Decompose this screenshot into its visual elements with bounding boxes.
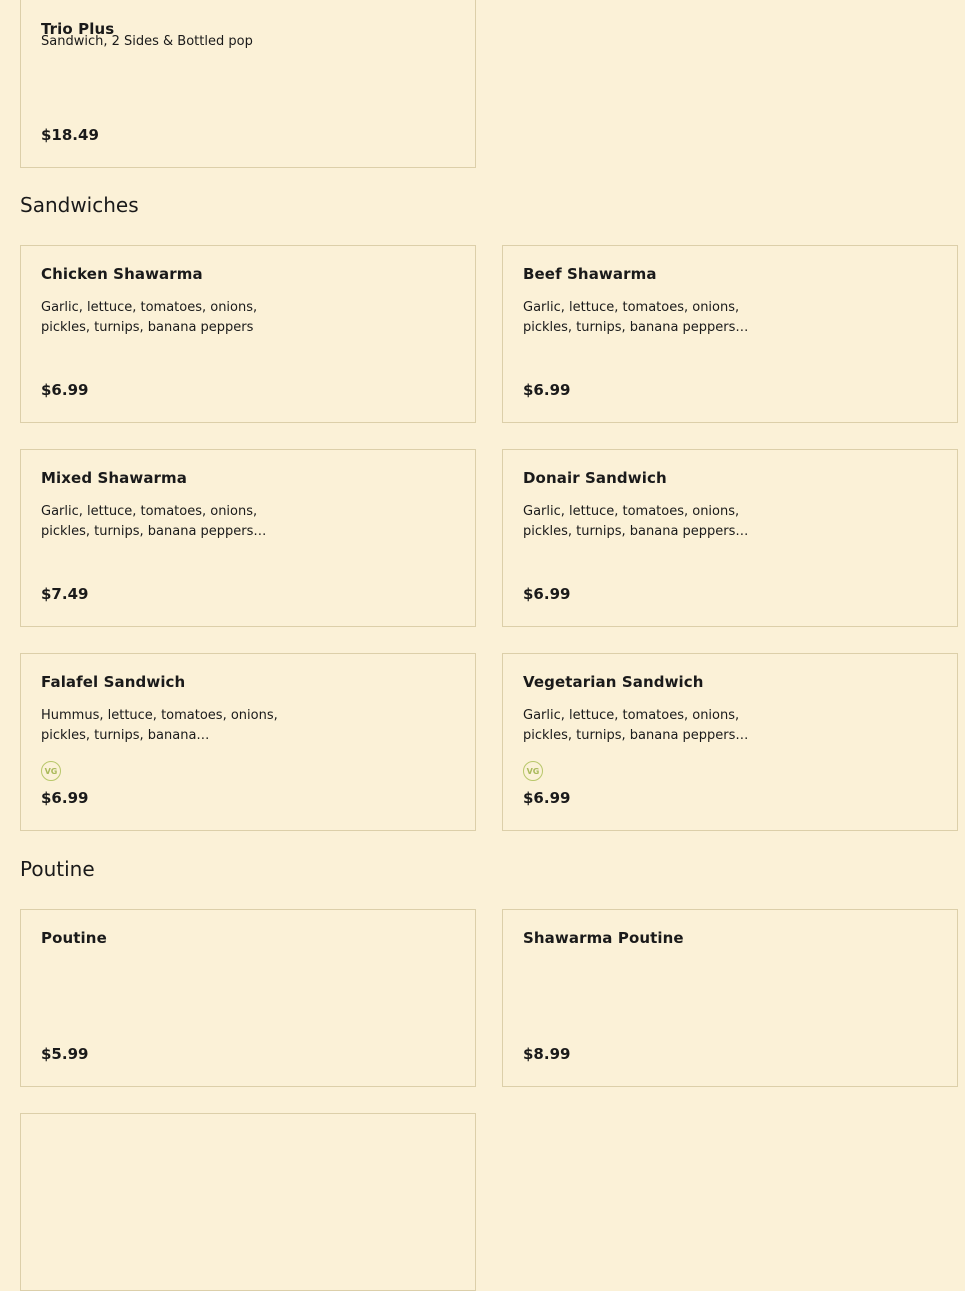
menu-item-price: $6.99 (523, 381, 571, 399)
vegan-badge-icon: VG (41, 761, 61, 781)
menu-item-card[interactable] (502, 909, 958, 1087)
menu-item-card[interactable] (502, 653, 958, 831)
menu-item-description: Garlic, lettuce, tomatoes, onions, pickles, turnips, banana peppers… (523, 504, 749, 539)
menu-item-price: $6.99 (523, 789, 571, 807)
menu-item-card[interactable] (20, 909, 476, 1087)
menu-item-name: Shawarma Poutine (523, 929, 684, 947)
menu-item-description: Hummus, lettuce, tomatoes, onions, pickles, turnips, banana… (41, 708, 278, 743)
menu-item-description: Garlic, lettuce, tomatoes, onions, pickles, turnips, banana peppers… (523, 708, 749, 743)
menu-item-name: Vegetarian Sandwich (523, 673, 704, 691)
menu-item-name: Beef Shawarma (523, 265, 657, 283)
section-title-poutine: Poutine (20, 857, 95, 881)
menu-item-price: $6.99 (523, 585, 571, 603)
menu-item-name: Chicken Shawarma (41, 265, 203, 283)
menu-item-price: $6.99 (41, 789, 89, 807)
menu-item-card[interactable] (20, 1113, 476, 1291)
menu-item-name: Poutine (41, 929, 107, 947)
menu-item-price: $5.99 (41, 1045, 89, 1063)
menu-item-card[interactable] (502, 245, 958, 423)
menu-item-description: Garlic, lettuce, tomatoes, onions, pickles, turnips, banana peppers… (523, 300, 749, 335)
vegan-badge-icon: VG (523, 761, 543, 781)
menu-item-name: Donair Sandwich (523, 469, 667, 487)
section-title-sandwiches: Sandwiches (20, 193, 139, 217)
menu-item-price: $7.49 (41, 585, 89, 603)
menu-item-description: Sandwich, 2 Sides & Bottled pop (41, 34, 253, 49)
menu-item-name: Falafel Sandwich (41, 673, 186, 691)
menu-item-price: $8.99 (523, 1045, 571, 1063)
menu-item-card[interactable] (20, 245, 476, 423)
menu-item-card[interactable] (20, 653, 476, 831)
menu-item-card[interactable] (502, 449, 958, 627)
menu-item-card[interactable] (20, 0, 476, 168)
menu-item-name: Mixed Shawarma (41, 469, 188, 487)
menu-item-description: Garlic, lettuce, tomatoes, onions, pickles, turnips, banana peppers (41, 300, 258, 335)
menu-item-price: $18.49 (41, 126, 99, 144)
menu-item-name: Trio Plus (41, 20, 115, 38)
menu-item-card[interactable] (20, 449, 476, 627)
menu-item-price: $6.99 (41, 381, 89, 399)
menu-item-description: Garlic, lettuce, tomatoes, onions, pickles, turnips, banana peppers… (41, 504, 267, 539)
